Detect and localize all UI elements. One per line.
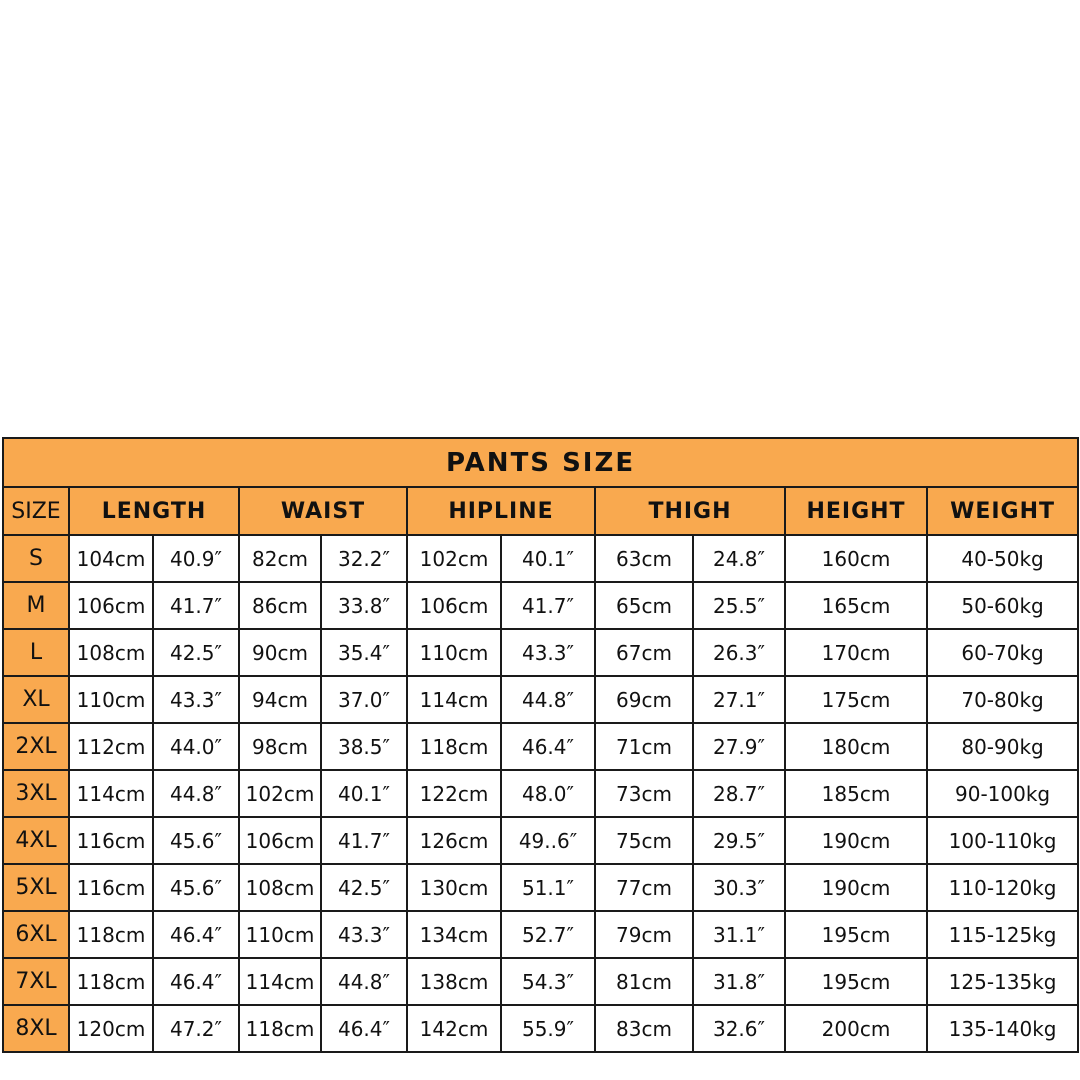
height-cell: 170cm [785, 629, 927, 676]
hipline-cm-cell: 114cm [407, 676, 501, 723]
hipline-cm-cell: 134cm [407, 911, 501, 958]
table-row [3, 817, 1078, 864]
waist-in-cell: 42.5″ [321, 864, 407, 911]
waist-in-cell: 44.8″ [321, 958, 407, 1005]
hipline-in-cell: 43.3″ [501, 629, 595, 676]
height-cell: 185cm [785, 770, 927, 817]
thigh-in-cell: 25.5″ [693, 582, 785, 629]
header-size: SIZE [3, 487, 69, 535]
length-in-cell: 46.4″ [153, 911, 239, 958]
length-cm-cell: 106cm [69, 582, 153, 629]
height-cell: 175cm [785, 676, 927, 723]
height-cell: 200cm [785, 1005, 927, 1052]
size-cell: M [3, 582, 69, 629]
weight-cell: 40-50kg [927, 535, 1078, 582]
length-in-cell: 40.9″ [153, 535, 239, 582]
hipline-cm-cell: 102cm [407, 535, 501, 582]
header-waist: WAIST [239, 487, 407, 535]
hipline-in-cell: 46.4″ [501, 723, 595, 770]
hipline-in-cell: 48.0″ [501, 770, 595, 817]
height-cell: 180cm [785, 723, 927, 770]
table-row [3, 535, 1078, 582]
height-cell: 195cm [785, 958, 927, 1005]
table-title: PANTS SIZE [3, 438, 1078, 487]
weight-cell: 135-140kg [927, 1005, 1078, 1052]
weight-cell: 125-135kg [927, 958, 1078, 1005]
waist-cm-cell: 110cm [239, 911, 321, 958]
weight-cell: 100-110kg [927, 817, 1078, 864]
height-cell: 160cm [785, 535, 927, 582]
hipline-in-cell: 44.8″ [501, 676, 595, 723]
hipline-in-cell: 54.3″ [501, 958, 595, 1005]
weight-cell: 60-70kg [927, 629, 1078, 676]
header-weight: WEIGHT [927, 487, 1078, 535]
table-row [3, 676, 1078, 723]
height-cell: 190cm [785, 817, 927, 864]
thigh-cm-cell: 69cm [595, 676, 693, 723]
thigh-in-cell: 26.3″ [693, 629, 785, 676]
thigh-cm-cell: 79cm [595, 911, 693, 958]
waist-cm-cell: 114cm [239, 958, 321, 1005]
length-cm-cell: 110cm [69, 676, 153, 723]
length-in-cell: 44.8″ [153, 770, 239, 817]
size-cell: XL [3, 676, 69, 723]
table-row [3, 958, 1078, 1005]
header-length: LENGTH [69, 487, 239, 535]
size-cell: 8XL [3, 1005, 69, 1052]
hipline-cm-cell: 126cm [407, 817, 501, 864]
hipline-cm-cell: 130cm [407, 864, 501, 911]
table-row [3, 723, 1078, 770]
size-rows [3, 535, 1078, 1052]
waist-in-cell: 38.5″ [321, 723, 407, 770]
waist-in-cell: 32.2″ [321, 535, 407, 582]
hipline-cm-cell: 106cm [407, 582, 501, 629]
height-cell: 190cm [785, 864, 927, 911]
length-in-cell: 43.3″ [153, 676, 239, 723]
waist-cm-cell: 102cm [239, 770, 321, 817]
hipline-in-cell: 51.1″ [501, 864, 595, 911]
height-cell: 195cm [785, 911, 927, 958]
thigh-cm-cell: 65cm [595, 582, 693, 629]
hipline-in-cell: 40.1″ [501, 535, 595, 582]
size-cell: S [3, 535, 69, 582]
hipline-in-cell: 49..6″ [501, 817, 595, 864]
weight-cell: 70-80kg [927, 676, 1078, 723]
hipline-cm-cell: 110cm [407, 629, 501, 676]
weight-cell: 50-60kg [927, 582, 1078, 629]
weight-cell: 80-90kg [927, 723, 1078, 770]
length-in-cell: 44.0″ [153, 723, 239, 770]
size-cell: L [3, 629, 69, 676]
hipline-cm-cell: 138cm [407, 958, 501, 1005]
size-cell: 3XL [3, 770, 69, 817]
thigh-in-cell: 31.1″ [693, 911, 785, 958]
waist-cm-cell: 94cm [239, 676, 321, 723]
weight-cell: 115-125kg [927, 911, 1078, 958]
length-cm-cell: 114cm [69, 770, 153, 817]
waist-cm-cell: 108cm [239, 864, 321, 911]
waist-cm-cell: 90cm [239, 629, 321, 676]
length-in-cell: 47.2″ [153, 1005, 239, 1052]
height-cell: 165cm [785, 582, 927, 629]
table-row [3, 629, 1078, 676]
length-cm-cell: 104cm [69, 535, 153, 582]
length-in-cell: 45.6″ [153, 817, 239, 864]
length-in-cell: 41.7″ [153, 582, 239, 629]
waist-cm-cell: 82cm [239, 535, 321, 582]
weight-cell: 110-120kg [927, 864, 1078, 911]
waist-in-cell: 35.4″ [321, 629, 407, 676]
length-cm-cell: 112cm [69, 723, 153, 770]
header-row [3, 487, 1078, 535]
length-cm-cell: 118cm [69, 958, 153, 1005]
thigh-in-cell: 31.8″ [693, 958, 785, 1005]
size-cell: 5XL [3, 864, 69, 911]
table-row [3, 582, 1078, 629]
header-hipline: HIPLINE [407, 487, 595, 535]
length-in-cell: 45.6″ [153, 864, 239, 911]
waist-cm-cell: 118cm [239, 1005, 321, 1052]
waist-in-cell: 43.3″ [321, 911, 407, 958]
thigh-in-cell: 29.5″ [693, 817, 785, 864]
thigh-in-cell: 28.7″ [693, 770, 785, 817]
thigh-cm-cell: 71cm [595, 723, 693, 770]
length-in-cell: 46.4″ [153, 958, 239, 1005]
hipline-cm-cell: 122cm [407, 770, 501, 817]
thigh-in-cell: 27.9″ [693, 723, 785, 770]
hipline-in-cell: 55.9″ [501, 1005, 595, 1052]
thigh-in-cell: 30.3″ [693, 864, 785, 911]
table-row [3, 864, 1078, 911]
length-cm-cell: 116cm [69, 864, 153, 911]
thigh-in-cell: 32.6″ [693, 1005, 785, 1052]
thigh-cm-cell: 75cm [595, 817, 693, 864]
size-cell: 6XL [3, 911, 69, 958]
table-row [3, 911, 1078, 958]
thigh-cm-cell: 83cm [595, 1005, 693, 1052]
waist-in-cell: 41.7″ [321, 817, 407, 864]
thigh-cm-cell: 67cm [595, 629, 693, 676]
size-cell: 2XL [3, 723, 69, 770]
length-cm-cell: 116cm [69, 817, 153, 864]
hipline-in-cell: 52.7″ [501, 911, 595, 958]
size-cell: 7XL [3, 958, 69, 1005]
waist-cm-cell: 86cm [239, 582, 321, 629]
table-row [3, 1005, 1078, 1052]
waist-cm-cell: 106cm [239, 817, 321, 864]
waist-cm-cell: 98cm [239, 723, 321, 770]
thigh-cm-cell: 77cm [595, 864, 693, 911]
waist-in-cell: 46.4″ [321, 1005, 407, 1052]
waist-in-cell: 37.0″ [321, 676, 407, 723]
hipline-in-cell: 41.7″ [501, 582, 595, 629]
pants-size-table [2, 437, 1079, 1053]
length-cm-cell: 120cm [69, 1005, 153, 1052]
waist-in-cell: 33.8″ [321, 582, 407, 629]
size-cell: 4XL [3, 817, 69, 864]
length-in-cell: 42.5″ [153, 629, 239, 676]
length-cm-cell: 118cm [69, 911, 153, 958]
hipline-cm-cell: 142cm [407, 1005, 501, 1052]
waist-in-cell: 40.1″ [321, 770, 407, 817]
table-row [3, 770, 1078, 817]
hipline-cm-cell: 118cm [407, 723, 501, 770]
thigh-cm-cell: 63cm [595, 535, 693, 582]
thigh-in-cell: 27.1″ [693, 676, 785, 723]
title-row [3, 438, 1078, 487]
thigh-cm-cell: 73cm [595, 770, 693, 817]
thigh-cm-cell: 81cm [595, 958, 693, 1005]
length-cm-cell: 108cm [69, 629, 153, 676]
header-thigh: THIGH [595, 487, 785, 535]
thigh-in-cell: 24.8″ [693, 535, 785, 582]
header-height: HEIGHT [785, 487, 927, 535]
weight-cell: 90-100kg [927, 770, 1078, 817]
